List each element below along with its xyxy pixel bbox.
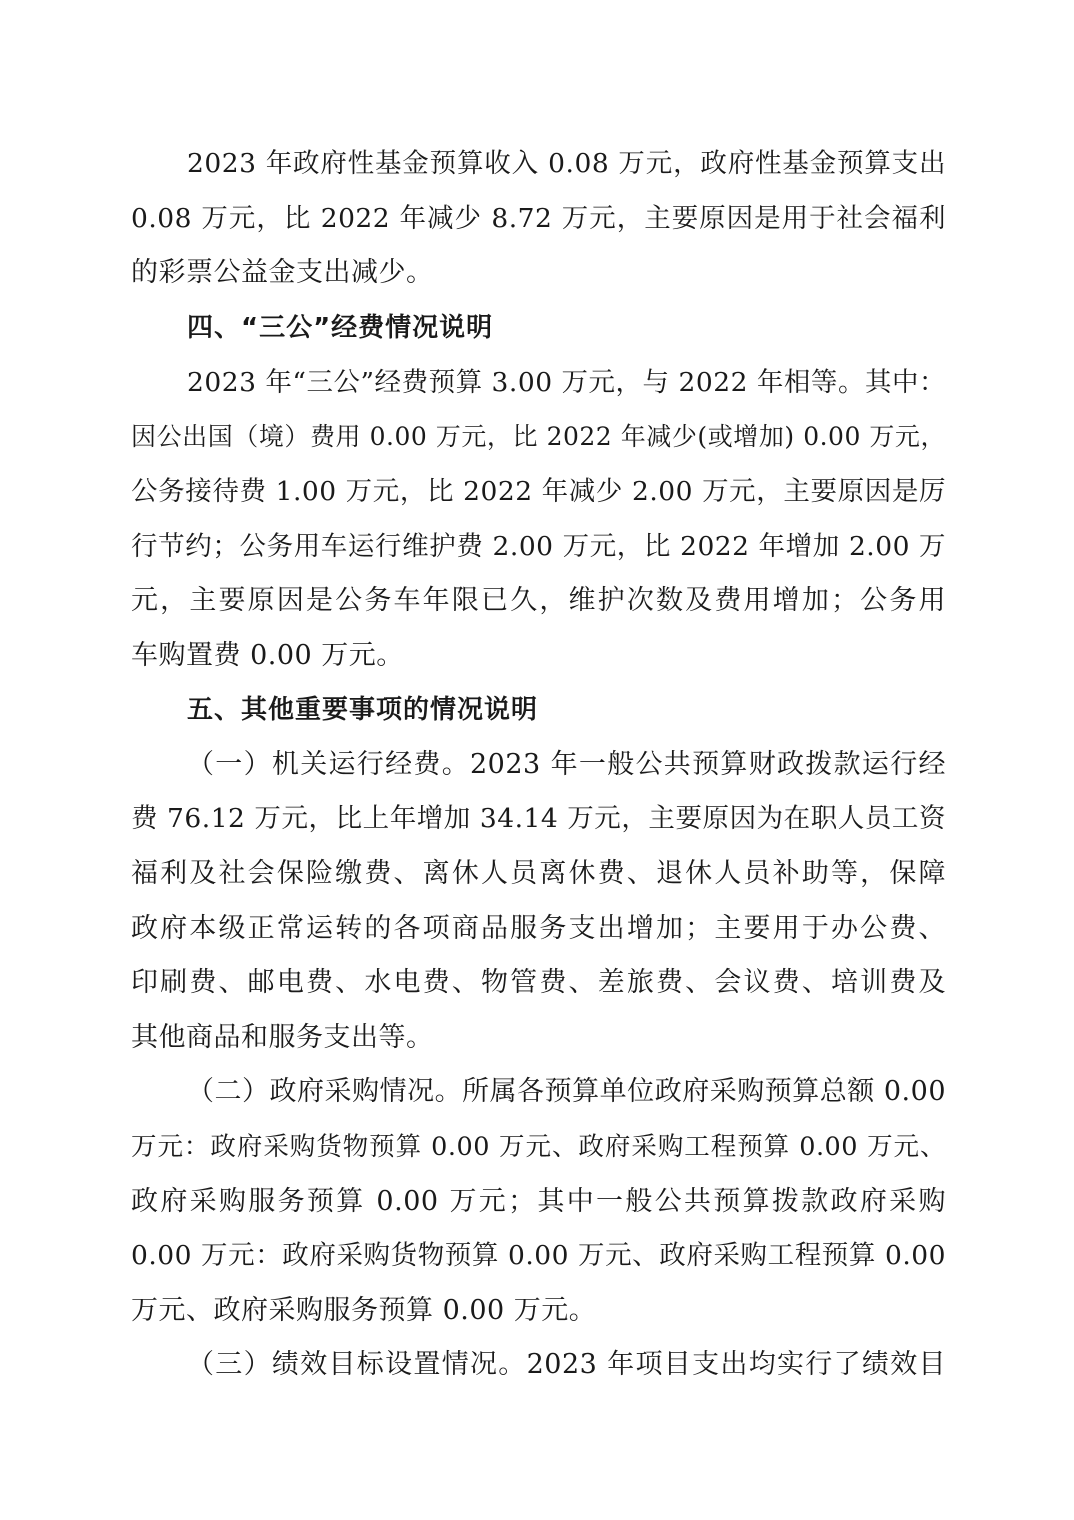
paragraph-procurement-line-5: 万元、政府采购服务预算 0.00 万元。 [131, 1295, 597, 1326]
paragraph-operating-funds-line-4: 政府本级正常运转的各项商品服务支出增加；主要用于办公费、 [131, 913, 946, 944]
paragraph-performance-line-1: （三）绩效目标设置情况。2023 年项目支出均实行了绩效目 [187, 1349, 946, 1380]
paragraph-three-public-line-6: 车购置费 0.00 万元。 [131, 640, 404, 671]
section-heading-other-matters: 五、其他重要事项的情况说明 [187, 695, 539, 725]
paragraph-operating-funds-line-3: 福利及社会保险缴费、离休人员离休费、退休人员补助等，保障 [131, 858, 946, 889]
paragraph-three-public-line-4: 行节约；公务用车运行维护费 2.00 万元，比 2022 年增加 2.00 万 [131, 531, 946, 562]
paragraph-procurement-line-2: 万元：政府采购货物预算 0.00 万元、政府采购工程预算 0.00 万元、 [131, 1132, 946, 1162]
paragraph-procurement-line-1: （二）政府采购情况。所属各预算单位政府采购预算总额 0.00 [187, 1076, 946, 1107]
paragraph-procurement-line-3: 政府采购服务预算 0.00 万元；其中一般公共预算拨款政府采购 [131, 1186, 946, 1217]
paragraph-three-public-line-3: 公务接待费 1.00 万元，比 2022 年减少 2.00 万元，主要原因是厉 [131, 476, 946, 507]
paragraph-fund-budget-line-1: 2023 年政府性基金预算收入 0.08 万元，政府性基金预算支出 [187, 148, 946, 179]
paragraph-operating-funds-line-1: （一）机关运行经费。2023 年一般公共预算财政拨款运行经 [187, 749, 946, 780]
paragraph-operating-funds-line-5: 印刷费、邮电费、水电费、物管费、差旅费、会议费、培训费及 [131, 967, 946, 998]
paragraph-three-public-line-5: 元，主要原因是公务车年限已久，维护次数及费用增加；公务用 [131, 585, 946, 616]
paragraph-operating-funds-line-6: 其他商品和服务支出等。 [131, 1022, 434, 1053]
paragraph-procurement-line-4: 0.00 万元：政府采购货物预算 0.00 万元、政府采购工程预算 0.00 [131, 1240, 946, 1271]
paragraph-fund-budget-line-3: 的彩票公益金支出减少。 [131, 257, 434, 288]
paragraph-three-public-line-2: 因公出国（境）费用 0.00 万元，比 2022 年减少(或增加) 0.00 万元， [131, 422, 946, 451]
paragraph-three-public-line-1: 2023 年“三公”经费预算 3.00 万元，与 2022 年相等。其中： [187, 367, 946, 398]
paragraph-operating-funds-line-2: 费 76.12 万元，比上年增加 34.14 万元，主要原因为在职人员工资 [131, 803, 946, 834]
paragraph-fund-budget-line-2: 0.08 万元，比 2022 年减少 8.72 万元，主要原因是用于社会福利 [131, 203, 946, 234]
section-heading-three-public: 四、“三公”经费情况说明 [187, 313, 494, 343]
